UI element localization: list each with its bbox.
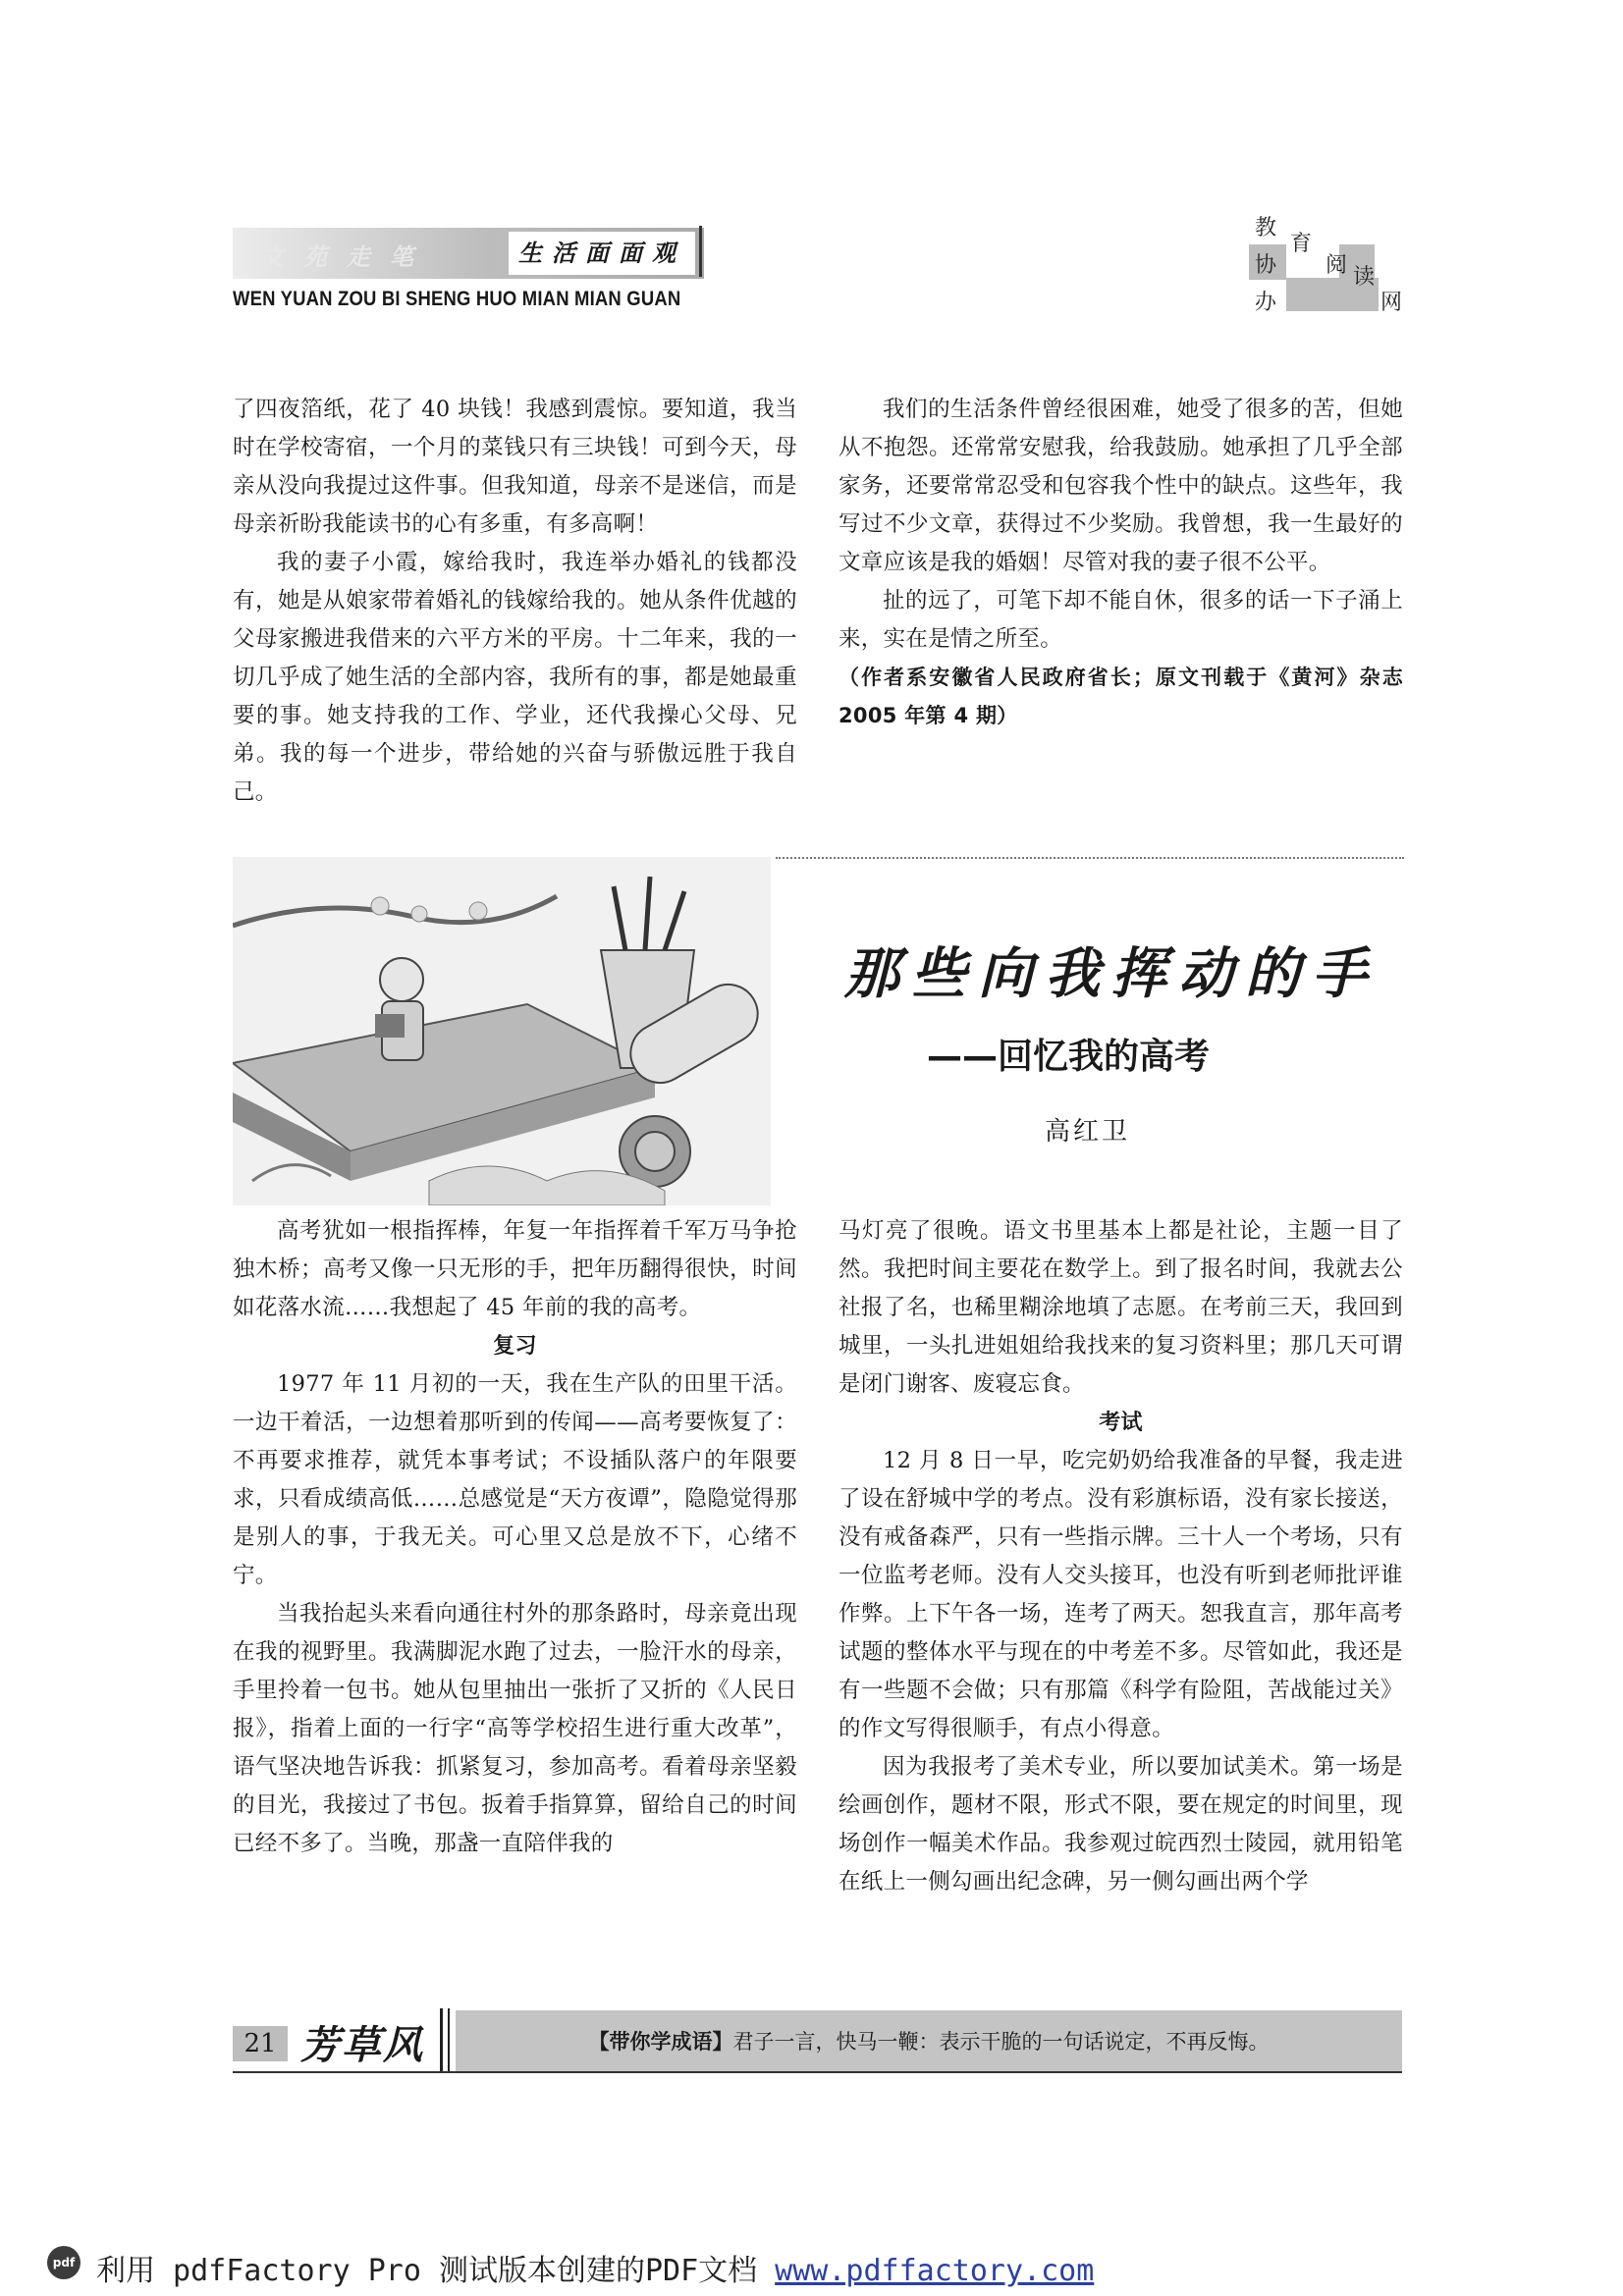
- logo-char: 协: [1255, 253, 1277, 278]
- article-illustration: [233, 857, 771, 1205]
- article-divider: [776, 857, 1404, 859]
- logo-char: 网: [1380, 291, 1403, 315]
- magazine-name: 芳草风: [300, 2022, 424, 2068]
- idiom-label: 【带你学成语】: [588, 2030, 733, 2054]
- section-right-label: 生活面面观: [509, 232, 695, 275]
- paragraph: 当我抬起头来看向通往村外的那条路时，母亲竟出现在我的视野里。我满脚泥水跑了过去，一脸汗水的母亲，手里拎着一包书。她从包里抽出一张折了又折的《人民日报》，指着上面的一行字“高等学校招生进行重大改革”，语气坚决地告诉我：抓紧复习，参加高考。看着母亲坚毅的目光，我接过了书包。扳着手指算算，留给自己的时间已经不多了。当晚，那盏一直陪伴我的: [233, 1601, 797, 1856]
- idiom-tip: [456, 2010, 1402, 2073]
- logo-char: 读: [1353, 265, 1376, 290]
- article-right-column: [839, 1212, 1403, 1901]
- paragraph: 因为我报考了美术专业，所以要加试美术。第一场是绘画创作，题材不限，形式不限，要在规定的时间里，现场创作一幅美术作品。我参观过皖西烈士陵园，就用铅笔在纸上一侧勾画出纪念碑，另一侧勾画出两个学: [839, 1754, 1403, 1895]
- paragraph: 我们的生活条件曾经很困难，她受了很多的苦，但她从不抱怨。还常常安慰我，给我鼓励。她承担了几乎全部家务，还要常常忍受和包容我个性中的缺点。这些年，我写过不少文章，获得过不少奖励。我曾想，我一生最好的文章应该是我的婚姻！尽管对我的妻子很不公平。: [839, 397, 1403, 575]
- section-left-label: 文苑走笔: [260, 242, 433, 271]
- pdf-icon: pdf: [47, 2246, 81, 2279]
- section-heading-exam: 考试: [1099, 1411, 1143, 1435]
- paragraph: 我的妻子小霞，嫁给我时，我连举办婚礼的钱都没有，她是从娘家带着婚礼的钱嫁给我的。她从条件优越的父母家搬进我借来的六平方米的平房。十二年来，我的一切几乎成了她生活的全部内容，我所有的事，都是她最重要的事。她支持我的工作、学业，还代我操心父母、兄弟。我的每一个进步，带给她的兴奋与骄傲远胜于我自己。: [233, 550, 797, 805]
- logo-char: 办: [1255, 291, 1277, 315]
- footer-divider: [448, 2008, 450, 2073]
- paragraph: 了四夜箔纸，花了 40 块钱！我感到震惊。要知道，我当时在学校寄宿，一个月的菜钱只有三块钱！可到今天，母亲从没向我提过这件事。但我知道，母亲不是迷信，而是母亲祈盼我能读书的心有多重，有多高啊！: [233, 397, 797, 537]
- section-english-label: WEN YUAN ZOU BI SHENG HUO MIAN MIAN GUAN: [233, 288, 681, 310]
- watermark-link[interactable]: www.pdffactory.com: [775, 2254, 1095, 2288]
- article-author: 高红卫: [1045, 1117, 1131, 1147]
- paragraph: 扯的远了，可笔下却不能自休，很多的话一下子涌上来，实在是情之所至。: [839, 588, 1403, 652]
- site-logo: [1247, 211, 1414, 319]
- prev-article-right-column: [839, 391, 1403, 735]
- paragraph: 1977 年 11 月初的一天，我在生产队的田里干活。一边干着活，一边想着那听到的传闻——高考要恢复了：不再要求推荐，就凭本事考试；不设插队落户的年限要求，只看成绩高低……总感觉是“天方夜谭”，隐隐觉得那是别人的事，于我无关。可心里又总是放不下，心绪不宁。: [233, 1371, 797, 1588]
- page-number: 21: [233, 2026, 288, 2061]
- logo-char: 育: [1290, 232, 1313, 256]
- article-intro: 高考犹如一根指挥棒，年复一年指挥着千军万马争抢独木桥；高考又像一只无形的手，把年历翻得很快，时间如花落水流……我想起了 45 年前的我的高考。: [233, 1218, 797, 1320]
- illustration-graphic: [233, 857, 771, 1205]
- article-left-column: [233, 1212, 797, 1863]
- author-credit: （作者系安徽省人民政府省长；原文刊载于《黄河》杂志 2005 年第 4 期）: [839, 666, 1403, 727]
- paragraph: 马灯亮了很晚。语文书里基本上都是社论，主题一目了然。我把时间主要花在数学上。到了报名时间，我就去公社报了名，也稀里糊涂地填了志愿。在考前三天，我回到城里，一头扎进姐姐给我找来的复习资料里；那几天可谓是闭门谢客、废寝忘食。: [839, 1218, 1403, 1397]
- prev-article-left-column: [233, 391, 797, 812]
- footer-divider: [440, 2008, 443, 2073]
- article-title: 那些向我挥动的手: [844, 941, 1379, 1006]
- watermark-line: [96, 2246, 1094, 2289]
- logo-char: 阅: [1325, 253, 1348, 278]
- header-divider: [699, 226, 702, 277]
- section-heading-review: 复习: [493, 1334, 537, 1359]
- logo-char: 教: [1255, 216, 1277, 240]
- watermark-text: 利用 pdfFactory Pro 测试版本创建的PDF文档: [96, 2254, 758, 2288]
- idiom-text: 君子一言，快马一鞭：表示干脆的一句话说定，不再反悔。: [732, 2030, 1270, 2054]
- paragraph: 12 月 8 日一早，吃完奶奶给我准备的早餐，我走进了设在舒城中学的考点。没有彩旗标语，没有家长接送，没有戒备森严，只有一些指示牌。三十人一个考场，只有一位监考老师。没有人交头接耳，也没有听到老师批评谁作弊。上下午各一场，连考了两天。恕我直言，那年高考试题的整体水平与现在的中考差不多。尽管如此，我还是有一些题不会做；只有那篇《科学有险阻，苦战能过关》的作文写得很顺手，有点小得意。: [839, 1448, 1403, 1741]
- article-subtitle: ——回忆我的高考: [927, 1037, 1211, 1077]
